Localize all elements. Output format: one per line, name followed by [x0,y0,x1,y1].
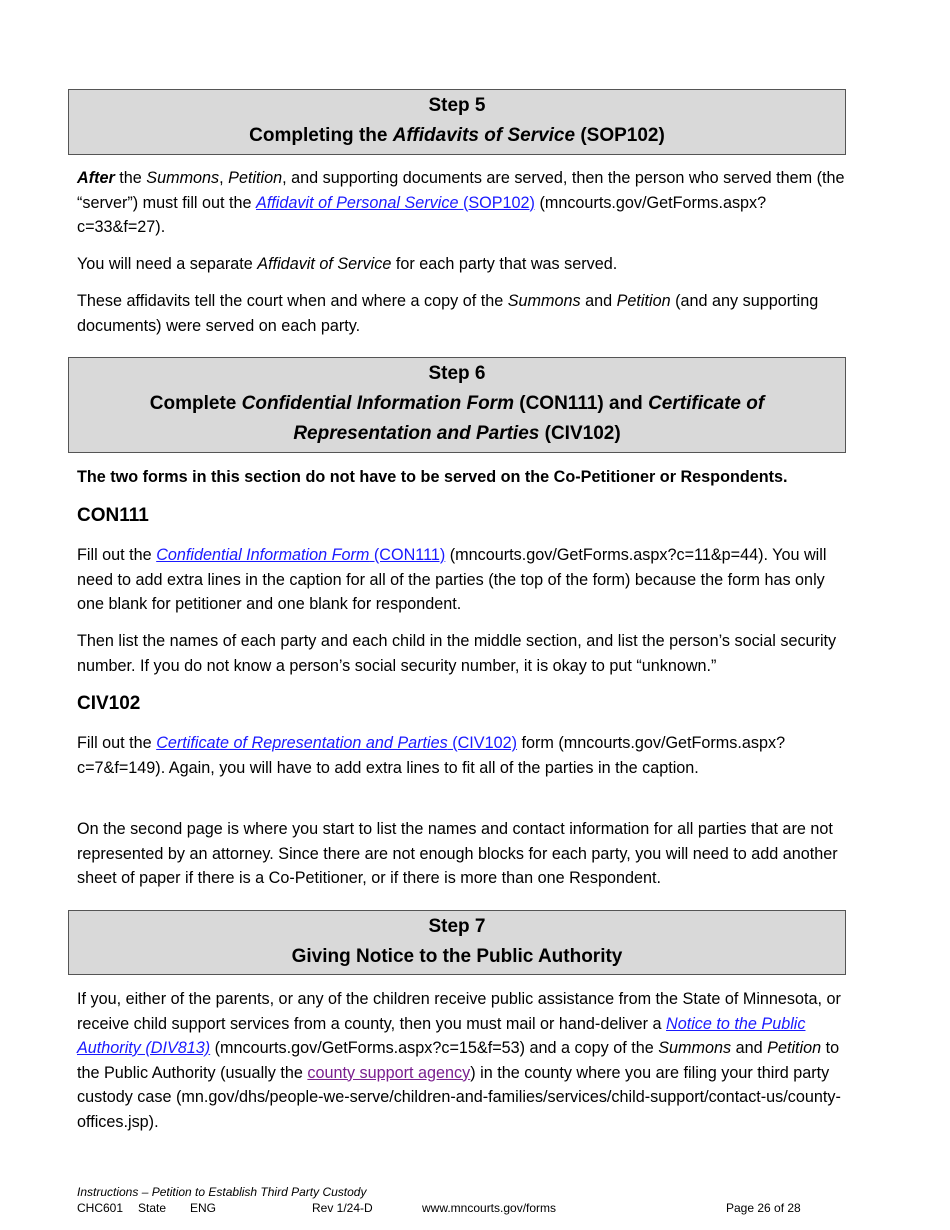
step5-paragraph-2: You will need a separate Affidavit of Service for each party that was served. [77,255,618,273]
certificate-representation-link[interactable]: Certificate of Representation and Parties (CIV102) [156,734,518,752]
footer-revision: Rev 1/24-D [312,1201,373,1215]
confidential-information-form-link[interactable]: Confidential Information Form (CON111) [156,546,446,564]
footer-state: State [138,1201,167,1215]
footer-language: ENG [190,1201,217,1215]
step5-heading: Step 5 [428,95,486,116]
step6-heading: Step 6 [428,363,486,384]
step7-title: Giving Notice to the Public Authority [291,946,623,967]
step6-title-line2: Representation and Parties (CIV102) [293,423,621,444]
step6-header-box [68,357,846,453]
civ102-heading: CIV102 [77,693,141,714]
affidavit-personal-service-link[interactable]: Affidavit of Personal Service (SOP102) [256,193,535,212]
step7-header-box [68,910,846,975]
step6-title-line1: Complete Confidential Information Form (CON111) and Certificate of [149,393,765,414]
footer-url: www.mncourts.gov/forms [422,1201,557,1215]
notice-public-authority-link[interactable]: Notice to the Public Authority (DIV813) [77,1014,806,1057]
civ102-paragraph-1: Fill out the Certificate of Representation and Parties (CIV102) form (mncourts.gov/GetForms.aspx?c=7&f=149). Again, you will have to add extra lines to fit all of the parties in the caption. [77,734,786,777]
step7-heading: Step 7 [428,916,486,937]
con111-heading: CON111 [77,505,149,526]
step5-paragraph-1: After the Summons, Petition, and supporting documents are served, then the person who served them (the “server”) must fill out the Affidavit of Personal Service (SOP102) (mncourts.gov/GetForms.aspx?c=33&f=27). [77,169,845,236]
county-support-agency-link[interactable]: county support agency [307,1063,471,1082]
step5-paragraph-3: These affidavits tell the court when and where a copy of the Summons and Petition (and any supporting documents) were served on each party. [77,292,819,335]
con111-paragraph-1: Fill out the Confidential Information Form (CON111) (mncourts.gov/GetForms.aspx?c=11&p=44). You will need to add extra lines in the caption for all of the parties (the top of the form) because the form has only one blank for petitioner and one blank for respondent. [77,546,827,613]
step5-header-box [68,89,846,155]
footer-page-number: Page 26 of 28 [726,1201,801,1215]
footer-title: Instructions – Petition to Establish Third Party Custody [77,1185,367,1199]
step5-title: Completing the Affidavits of Service (SOP102) [249,125,665,146]
footer-form-number: CHC601 [77,1201,124,1215]
step6-notice: The two forms in this section do not have to be served on the Co-Petitioner or Respondents. [77,468,788,486]
step7-paragraph: If you, either of the parents, or any of the children receive public assistance from the State of Minnesota, or receive child support services from a county, then you must mail or hand-deliver a Notice to the Public Authority (DIV813) (mncourts.gov/GetForms.aspx?c=15&f=53) and a copy of the Summons and Petition to the Public Authority (usually the county support agency) in the county where you are filing your third party custody case (mn.gov/dhs/people-we-serve/children-and-families/services/child-support/contact-us/county-offices.jsp). [77,990,841,1131]
civ102-paragraph-2: On the second page is where you start to list the names and contact information for all parties that are not represented by an attorney. Since there are not enough blocks for each party, you will need to add another sheet of paper if there is a Co-Petitioner, or if there is more than one Respondent. [77,820,838,887]
con111-paragraph-2: Then list the names of each party and each child in the middle section, and list the person’s social security number. If you do not know a person’s social security number, it is okay to put “unknown.” [77,632,837,675]
